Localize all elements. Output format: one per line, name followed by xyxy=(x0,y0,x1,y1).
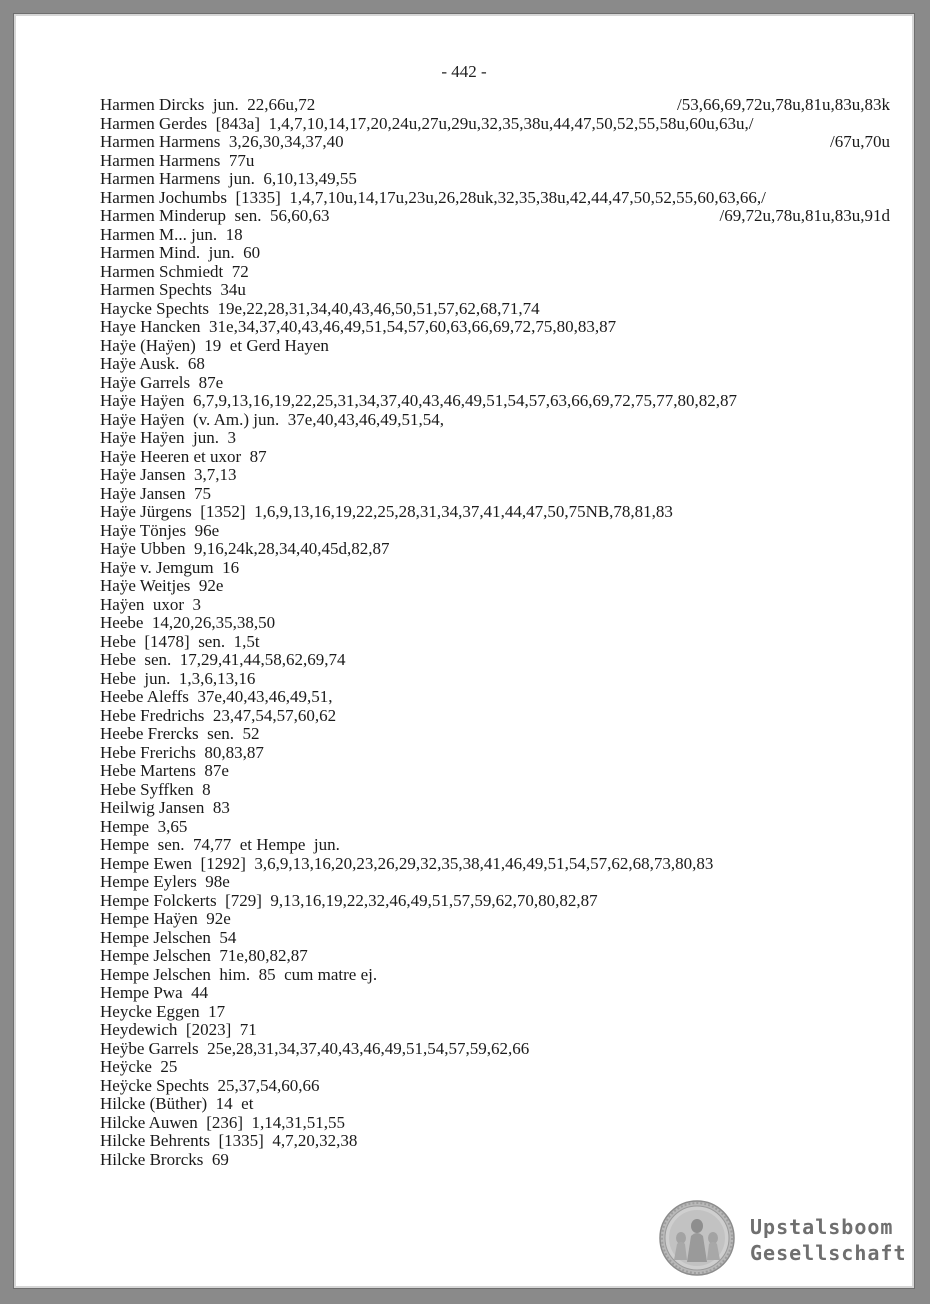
entry-text: Harmen Gerdes [843a] 1,4,7,10,14,17,20,24u,27u,29u,32,35,38u,44,47,50,52,55,58u,60u,63u,/ xyxy=(100,113,754,133)
index-entry xyxy=(100,170,890,189)
entry-text: Heebe Aleffs 37e,40,43,46,49,51, xyxy=(100,687,333,706)
index-entry xyxy=(100,411,890,430)
index-entry xyxy=(100,115,890,134)
index-entry xyxy=(100,762,890,781)
index-entry xyxy=(100,799,890,818)
index-entry xyxy=(100,984,890,1003)
entry-text: Hilcke Brorcks 69 xyxy=(100,1149,229,1169)
index-entry xyxy=(100,633,890,652)
entry-text: Haÿe Jansen 3,7,13 xyxy=(100,465,237,484)
index-entry xyxy=(100,1132,890,1151)
document-page xyxy=(14,14,914,1288)
entry-text: Hebe Frerichs 80,83,87 xyxy=(100,742,264,762)
entry-text: Hempe Jelschen him. 85 cum matre ej. xyxy=(100,964,378,984)
entry-text: Haÿen uxor 3 xyxy=(100,594,202,614)
entry-text: Haÿe Haÿen 6,7,9,13,16,19,22,25,31,34,37,40,43,46,49,51,54,57,63,66,69,72,75,77,80,82,87 xyxy=(100,391,737,410)
entry-text: Hempe Eylers 98e xyxy=(100,872,230,891)
index-entry xyxy=(100,1040,890,1059)
index-entry xyxy=(100,281,890,300)
entry-text: Hempe Pwa 44 xyxy=(100,983,209,1002)
entry-text: Haÿe Haÿen jun. 3 xyxy=(100,428,236,447)
index-entry xyxy=(100,670,890,689)
index-entry xyxy=(100,152,890,171)
entry-text: Hebe Martens 87e xyxy=(100,761,229,780)
entry-text: Haÿe Garrels 87e xyxy=(100,372,224,392)
entry-text: Haye Hancken 31e,34,37,40,43,46,49,51,54,57,60,63,66,69,72,75,80,83,87 xyxy=(100,317,617,336)
index-entry xyxy=(100,226,890,245)
index-entry xyxy=(100,355,890,374)
index-entry xyxy=(100,263,890,282)
society-logo-text xyxy=(750,1214,907,1266)
index-entry xyxy=(100,1114,890,1133)
entry-text: Hebe sen. 17,29,41,44,58,62,69,74 xyxy=(100,650,346,669)
entry-text: Harmen M... jun. 18 xyxy=(100,224,243,244)
entry-text: Hebe jun. 1,3,6,13,16 xyxy=(100,668,256,688)
index-entry xyxy=(100,392,890,411)
index-entry xyxy=(100,947,890,966)
entry-text: Heycke Eggen 17 xyxy=(100,1001,226,1021)
entry-text: Haÿe Ubben 9,16,24k,28,34,40,45d,82,87 xyxy=(100,539,390,558)
index-entry xyxy=(100,596,890,615)
index-entry xyxy=(100,725,890,744)
index-entries xyxy=(100,96,890,1169)
entry-text: Harmen Dircks jun. 22,66u,72 xyxy=(100,95,316,114)
entry-text: Haÿe v. Jemgum 16 xyxy=(100,557,240,577)
entry-continuation: /69,72u,78u,81u,83u,91d xyxy=(719,206,890,225)
entry-text: Hempe Jelschen 54 xyxy=(100,927,237,947)
index-entry xyxy=(100,522,890,541)
entry-continuation: /53,66,69,72u,78u,81u,83u,83k xyxy=(677,95,890,114)
seal-emblem-icon xyxy=(659,1200,735,1276)
entry-text: Haÿe Weitjes 92e xyxy=(100,576,224,595)
page-number: - 442 - xyxy=(441,62,487,81)
entry-text: Hilcke (Büther) 14 et xyxy=(100,1094,254,1113)
entry-text: Harmen Jochumbs [1335] 1,4,7,10u,14,17u,23u,26,28uk,32,35,38u,42,44,47,50,52,55,60,63,66,/ xyxy=(100,187,766,207)
index-entry xyxy=(100,577,890,596)
entry-text: Heebe Frercks sen. 52 xyxy=(100,724,260,743)
index-entry xyxy=(100,910,890,929)
index-entry xyxy=(100,892,890,911)
entry-text: Haÿe Haÿen (v. Am.) jun. 37e,40,43,46,49,51,54, xyxy=(100,409,445,429)
index-entry xyxy=(100,836,890,855)
entry-text: Haÿe Ausk. 68 xyxy=(100,354,205,373)
entry-text: Hebe Fredrichs 23,47,54,57,60,62 xyxy=(100,705,337,725)
index-entry xyxy=(100,966,890,985)
index-entry xyxy=(100,374,890,393)
entry-text: Heÿcke Spechts 25,37,54,60,66 xyxy=(100,1075,320,1095)
entry-text: Harmen Spechts 34u xyxy=(100,280,246,299)
index-entry xyxy=(100,744,890,763)
logo-line-1: Upstalsboom xyxy=(750,1215,894,1239)
entry-text: Harmen Harmens jun. 6,10,13,49,55 xyxy=(100,169,357,188)
index-entry xyxy=(100,318,890,337)
entry-continuation: /67u,70u xyxy=(830,132,890,151)
entry-text: Heebe 14,20,26,35,38,50 xyxy=(100,613,276,632)
index-entry xyxy=(100,337,890,356)
entry-text: Haÿe (Haÿen) 19 et Gerd Hayen xyxy=(100,335,329,355)
entry-text: Harmen Harmens 77u xyxy=(100,150,255,170)
index-entry xyxy=(100,818,890,837)
entry-text: Hebe Syffken 8 xyxy=(100,779,211,799)
index-entry xyxy=(100,1003,890,1022)
index-entry xyxy=(100,485,890,504)
index-entry xyxy=(100,1021,890,1040)
index-entry xyxy=(100,614,890,633)
index-entry xyxy=(100,1095,890,1114)
index-entry xyxy=(100,300,890,319)
entry-text: Hempe Haÿen 92e xyxy=(100,909,231,928)
index-entry xyxy=(100,96,890,115)
entry-text: Haÿe Jürgens [1352] 1,6,9,13,16,19,22,25,28,31,34,37,41,44,47,50,75NB,78,81,83 xyxy=(100,502,673,521)
entry-text: Heilwig Jansen 83 xyxy=(100,798,230,817)
index-entry xyxy=(100,133,890,152)
entry-text: Hempe Ewen [1292] 3,6,9,13,16,20,23,26,29,32,35,38,41,46,49,51,54,57,62,68,73,80,83 xyxy=(100,853,714,873)
index-entry xyxy=(100,688,890,707)
entry-text: Hilcke Auwen [236] 1,14,31,51,55 xyxy=(100,1112,346,1132)
index-entry xyxy=(100,207,890,226)
index-entry xyxy=(100,448,890,467)
entry-text: Harmen Mind. jun. 60 xyxy=(100,243,261,262)
index-entry xyxy=(100,855,890,874)
entry-text: Hebe [1478] sen. 1,5t xyxy=(100,631,260,651)
index-entry xyxy=(100,559,890,578)
logo-line-2: Gesellschaft xyxy=(750,1241,907,1265)
index-entry xyxy=(100,466,890,485)
entry-text: Hempe Folckerts [729] 9,13,16,19,22,32,46,49,51,57,59,62,70,80,82,87 xyxy=(100,890,598,910)
entry-text: Hempe Jelschen 71e,80,82,87 xyxy=(100,946,308,965)
entry-text: Haÿe Tönjes 96e xyxy=(100,520,220,540)
index-entry xyxy=(100,244,890,263)
entry-text: Harmen Minderup sen. 56,60,63 xyxy=(100,206,330,225)
index-entry xyxy=(100,1151,890,1170)
index-entry xyxy=(100,540,890,559)
entry-text: Heÿcke 25 xyxy=(100,1057,178,1076)
index-entry xyxy=(100,707,890,726)
entry-text: Heÿbe Garrels 25e,28,31,34,37,40,43,46,49,51,54,57,59,62,66 xyxy=(100,1038,530,1058)
entry-text: Hilcke Behrents [1335] 4,7,20,32,38 xyxy=(100,1131,358,1150)
entry-text: Hempe 3,65 xyxy=(100,816,188,836)
entry-text: Haÿe Jansen 75 xyxy=(100,483,211,503)
index-entry xyxy=(100,503,890,522)
index-entry xyxy=(100,1077,890,1096)
index-entry xyxy=(100,873,890,892)
index-entry xyxy=(100,429,890,448)
entry-text: Haycke Spechts 19e,22,28,31,34,40,43,46,50,51,57,62,68,71,74 xyxy=(100,298,540,318)
entry-text: Harmen Harmens 3,26,30,34,37,40 xyxy=(100,132,344,151)
index-entry xyxy=(100,929,890,948)
entry-text: Hempe sen. 74,77 et Hempe jun. xyxy=(100,835,340,854)
entry-text: Harmen Schmiedt 72 xyxy=(100,261,249,281)
index-entry xyxy=(100,189,890,208)
index-entry xyxy=(100,781,890,800)
entry-text: Haÿe Heeren et uxor 87 xyxy=(100,446,267,466)
index-entry xyxy=(100,1058,890,1077)
entry-text: Heydewich [2023] 71 xyxy=(100,1020,257,1039)
index-entry xyxy=(100,651,890,670)
